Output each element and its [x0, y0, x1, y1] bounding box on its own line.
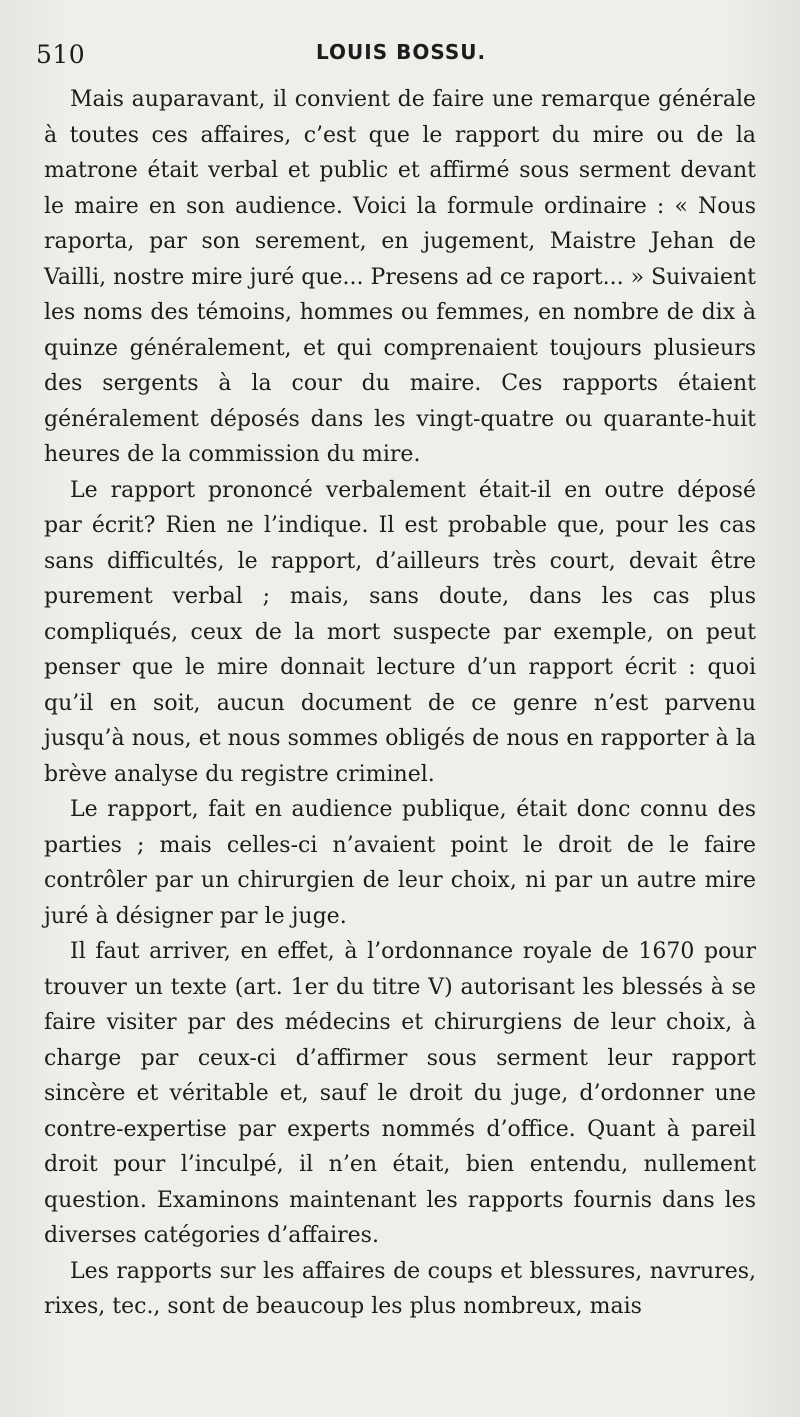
- paragraph: Le rapport, fait en audience publique, était donc connu des parties ; mais celles-ci n’avaient point le droit de le faire contrôler par un chirurgien de leur choix, ni par un autre mire juré à désigner par le juge.: [44, 797, 756, 929]
- paragraph: Mais auparavant, il convient de faire une remarque générale à toutes ces affaires, c’est que le rapport du mire ou de la matrone était verbal et public et affirmé sous serment devant le maire en son audience. Voici la formule ordinaire : « Nous raporta, par son serement, en jugement, Maistre Jehan de Vailli, nostre mire juré que... Presens ad ce raport... » Suivaient les noms des témoins, hommes ou femmes, en nombre de dix à quinze généralement, et qui comprenaient toujours plusieurs des sergents à la cour du maire. Ces rapports étaient généralement déposés dans les vingt-quatre ou quarante-huit heures de la commission du mire.: [44, 87, 756, 467]
- paragraph: Il faut arriver, en effet, à l’ordonnance royale de 1670 pour trouver un texte (art. 1er du titre V) autorisant les blessés à se faire visiter par des médecins et chirurgiens de leur choix, à charge par ceux-ci d’affirmer sous serment leur rapport sincère et véritable et, sauf le droit du juge, d’ordonner une contre-expertise par experts nommés d’office. Quant à pareil droit pour l’inculpé, il n’en était, bien entendu, nullement question. Examinons maintenant les rapports fournis dans les diverses catégories d’affaires.: [44, 939, 756, 1248]
- body-text: [44, 82, 756, 1325]
- paragraph: Le rapport prononcé verbalement était-il en outre déposé par écrit? Rien ne l’indique. Il est probable que, pour les cas sans difficultés, le rapport, d’ailleurs très court, devait être purement verbal ; mais, sans doute, dans les cas plus compliqués, ceux de la mort suspecte par exemple, on peut penser que le mire donnait lecture d’un rapport écrit : quoi qu’il en soit, aucun document de ce genre n’est parvenu jusqu’à nous, et nous sommes obligés de nous en rapporter à la brève analyse du registre criminel.: [44, 477, 756, 787]
- paragraph: Les rapports sur les affaires de coups et blessures, navrures, rixes, tec., sont de beaucoup les plus nombreux, mais: [44, 1258, 756, 1319]
- page-header: [36, 30, 766, 70]
- running-head: LOUIS BOSSU.: [316, 40, 487, 64]
- page-number: 510: [36, 40, 86, 69]
